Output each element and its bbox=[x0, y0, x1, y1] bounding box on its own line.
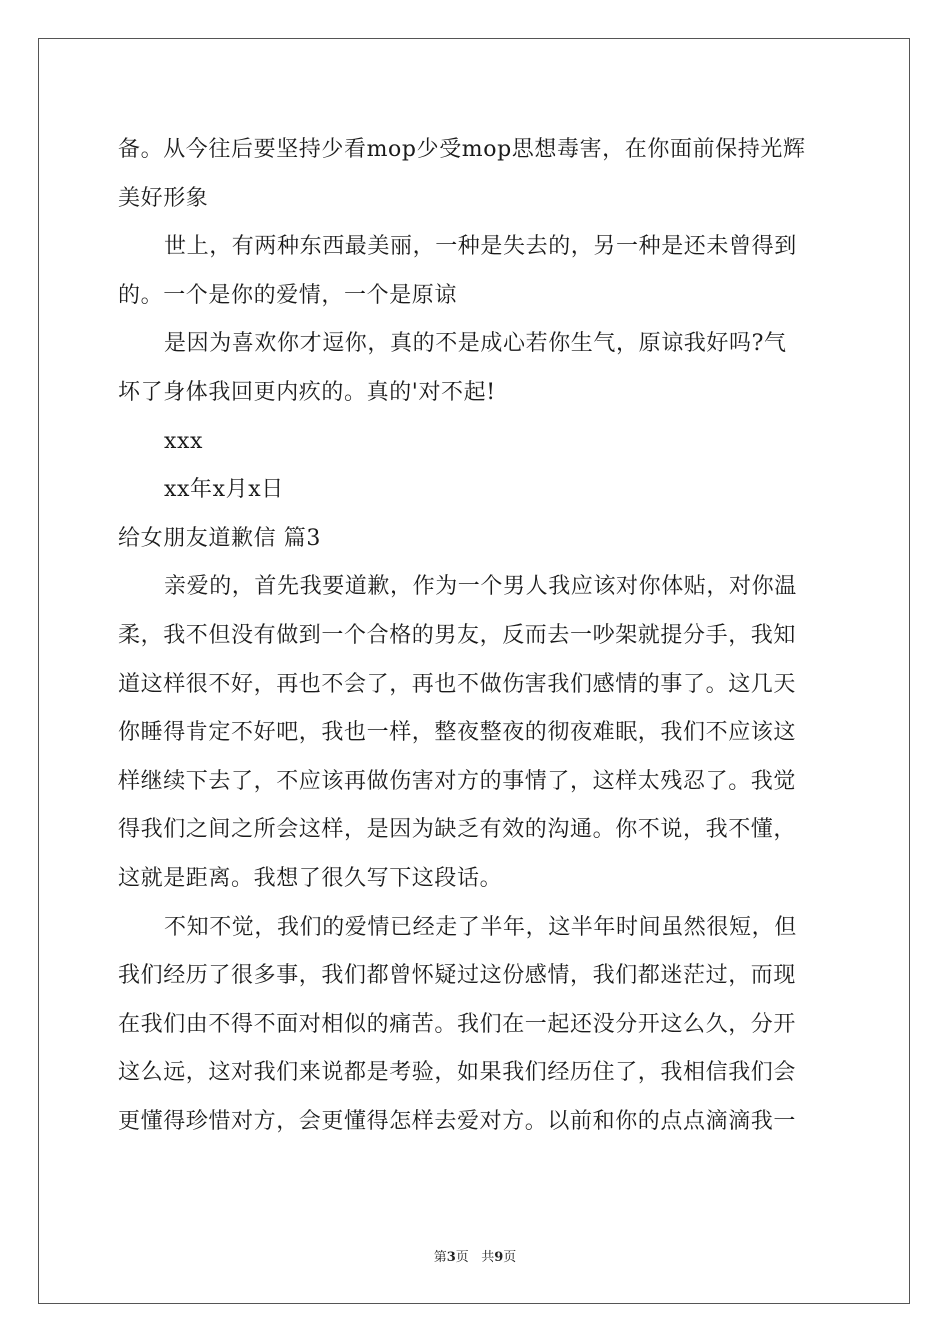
text-line: 样继续下去了，不应该再做伤害对方的事情了，这样太残忍了。我觉 bbox=[118, 768, 797, 794]
text-line: 坏了身体我回更内疚的。真的'对不起! bbox=[118, 379, 496, 405]
date-line: xx年x月x日 bbox=[164, 477, 284, 503]
text-line: 美好形象 bbox=[118, 185, 209, 211]
page-footer bbox=[0, 1246, 950, 1265]
text-line: 柔，我不但没有做到一个合格的男友，反而去一吵架就提分手，我知 bbox=[118, 622, 797, 648]
text-line: 是因为喜欢你才逗你，真的不是成心若你生气，原谅我好吗?气 bbox=[164, 331, 787, 357]
text-line: 不知不觉，我们的爱情已经走了半年，这半年时间虽然很短，但 bbox=[164, 914, 797, 940]
text-line: 在我们由不得不面对相似的痛苦。我们在一起还没分开这么久，分开 bbox=[118, 1011, 797, 1037]
total-pages-number: 9 bbox=[494, 1250, 504, 1265]
footer-page-unit: 页 bbox=[455, 1250, 469, 1265]
text-line: 得我们之间之所会这样，是因为缺乏有效的沟通。你不说，我不懂， bbox=[118, 817, 797, 843]
footer-total-unit: 页 bbox=[503, 1250, 517, 1265]
footer-prefix: 第 bbox=[433, 1250, 447, 1265]
text-line: 世上，有两种东西最美丽，一种是失去的，另一种是还未曾得到 bbox=[164, 234, 797, 260]
text-line: 更懂得珍惜对方，会更懂得怎样去爱对方。以前和你的点点滴滴我一 bbox=[118, 1108, 797, 1134]
document-body bbox=[118, 126, 838, 1146]
footer-total-prefix: 共 bbox=[481, 1250, 495, 1265]
text-line: 你睡得肯定不好吧，我也一样，整夜整夜的彻夜难眠，我们不应该这 bbox=[118, 720, 797, 746]
text-line: 备。从今往后要坚持少看mop少受mop思想毒害，在你面前保持光辉 bbox=[118, 137, 806, 162]
text-line: 亲爱的，首先我要道歉，作为一个男人我应该对你体贴，对你温 bbox=[164, 574, 797, 600]
section-heading: 给女朋友道歉信 篇3 bbox=[118, 525, 321, 551]
text-line: 我们经历了很多事，我们都曾怀疑过这份感情，我们都迷茫过，而现 bbox=[118, 963, 797, 989]
signature: xxx bbox=[164, 428, 204, 454]
text-line: 这么远，这对我们来说都是考验，如果我们经历住了，我相信我们会 bbox=[118, 1060, 797, 1086]
current-page-number: 3 bbox=[446, 1250, 456, 1265]
text-line: 道这样很不好，再也不会了，再也不做伤害我们感情的事了。这几天 bbox=[118, 671, 797, 697]
text-line: 的。一个是你的爱情，一个是原谅 bbox=[118, 282, 458, 308]
text-line: 这就是距离。我想了很久写下这段话。 bbox=[118, 865, 503, 891]
